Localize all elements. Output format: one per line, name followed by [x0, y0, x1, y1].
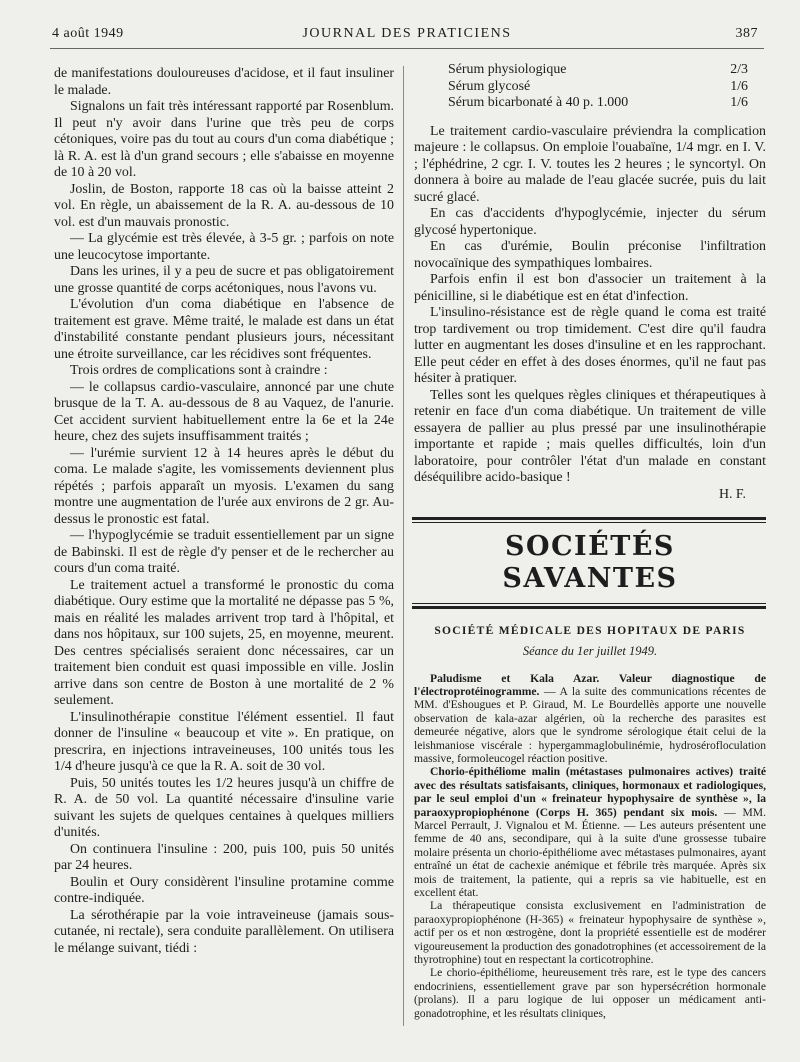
- page-number: 387: [735, 26, 758, 41]
- left-paragraph: — l'urémie survient 12 à 14 heures après le début du coma. Le malade s'agite, les vomissements deviennent plus répétés ; parfois apparaît un myosis. L'examen du sang montre une augmentation de l'urée aux environs de 2 gr. Au-dessus le pronostic est fatal.: [54, 445, 394, 527]
- left-paragraph: de manifestations douloureuses d'acidose, et il faut insuliner le malade.: [54, 66, 394, 98]
- right-paragraph: En cas d'accidents d'hypoglycémie, injecter du sérum glycosé hypertonique.: [414, 206, 766, 238]
- section-banner: SOCIÉTÉS SAVANTES: [502, 531, 678, 594]
- journal-title: JOURNAL DES PRATICIENS: [302, 26, 512, 41]
- right-paragraph: Telles sont les quelques règles cliniques et thérapeutiques à retenir en face d'un coma diabétique. Un traitement de ville essayera de pallier au plus pressé par une insulinothérapie importante et rapide ; mais quelles difficultés, loin d'un laboratoire, pour contrôler l'état d'un malade en constant déséquilibre acido-basique !: [414, 387, 766, 485]
- section-rule-bottom: [412, 606, 766, 609]
- right-paragraph: En cas d'urémie, Boulin préconise l'infiltration novocaïnique des sympathiques lombaires.: [414, 239, 766, 271]
- left-column: [54, 66, 394, 957]
- left-paragraphs: [54, 66, 394, 957]
- left-paragraph: — La glycémie est très élevée, à 3-5 gr. ; parfois on note une leucocytose importante.: [54, 231, 394, 263]
- society-article: [414, 765, 766, 899]
- society-articles: [414, 672, 766, 1021]
- author-signature: H. F.: [718, 486, 746, 502]
- serum-formula: [448, 62, 748, 112]
- article-body: — MM. Marcel Perrault, J. Vignalou et M. Étienne. — Les auteurs présentent une femme de 40 ans, secondipare, qui à la suite d'une grossesse tubaire molaire présenta un chorio-épithéliome avec métastases pulmonaires, ayant entraîné un état de cachexie anémique et fébrile très marquée. Après six mois de traitement, la patiente, qui a repris sa vie habituelle, est en excellent état.: [414, 805, 766, 899]
- left-paragraph: Le traitement actuel a transformé le pronostic du coma diabétique. Oury estime que la mortalité ne dépasse pas 5 %, mais en réalité les malades arrivent trop tard à l'hôpital, et dans nos hôpitaux, sur 100 sujets, 25, en moyenne, meurent. Des centres spécialisés seraient donc nécessaires, car un traitement bien conduit est quasi impossible en ville. Joslin arrive dans son centre de Boston à une mortalité de 2 % seulement.: [54, 577, 394, 708]
- serum-row: [448, 79, 748, 96]
- left-paragraph: La sérothérapie par la voie intraveineuse (jamais sous-cutanée, ni rectale), sera conduite parallèlement. On utilisera le mélange suivant, tiédi :: [54, 907, 394, 956]
- page-header: [50, 24, 764, 49]
- right-column: [414, 62, 766, 1020]
- society-article: [414, 672, 766, 766]
- left-paragraph: — l'hypoglycémie se traduit essentiellement par un signe de Babinski. Il est de règle d'y penser et de le rechercher au cours d'un coma traité.: [54, 528, 394, 576]
- section-rule-top: [412, 517, 766, 520]
- section-rule-bottom-thin: [412, 603, 766, 604]
- serum-name: Sérum bicarbonaté à 40 p. 1.000: [448, 95, 629, 110]
- article-body: La thérapeutique consista exclusivement en l'administration de paraoxypropiophénone (H-365) « freinateur hypophysaire de synthèse », actif per os et non œstrogène, dont la propriété essentielle est de modérer vigoureusement la production des gonadotrophines (et accessoirement de la thyrotrophine) tout en respectant la corticotrophine.: [414, 899, 766, 967]
- society-article: [414, 899, 766, 966]
- left-paragraph: Dans les urines, il y a peu de sucre et pas obligatoirement une grosse quantité de corps acétoniques, nous l'avons vu.: [54, 264, 394, 296]
- right-paragraph: Parfois enfin il est bon d'associer un traitement à la pénicilline, si le diabétique est en état d'infection.: [414, 272, 766, 304]
- society-article: [414, 966, 766, 1020]
- serum-name: Sérum physiologique: [448, 62, 567, 77]
- serum-quantity: 1/6: [730, 95, 748, 110]
- article-title: Chorio-épithéliome malin (métastases pulmonaires actives) traité avec des résultats satisfaisants, cliniques, hormonaux et radiologiques, par le seul emploi d'un « freinateur hypophysaire de synthèse », la paraoxypropiophénone (Corps H. 365) pendant six mois.: [414, 765, 766, 819]
- left-paragraph: Joslin, de Boston, rapporte 18 cas où la baisse atteint 2 vol. En règle, un abaissement de la R. A. au-dessous de 10 vol. est d'un mauvais pronostic.: [54, 181, 394, 230]
- issue-date: 4 août 1949: [52, 26, 124, 41]
- right-paragraphs: [414, 124, 766, 487]
- society-name: SOCIÉTÉ MÉDICALE DES HOPITAUX DE PARIS: [434, 625, 746, 637]
- article-body: Le chorio-épithéliome, heureusement très rare, est le type des cancers endocriniens, essentiellement grave par son hypersécrétion hormonale (prolans). Il a paru logique de lui opposer un médicament anti-gonadotrophine, et les résultats cliniques,: [414, 966, 766, 1020]
- serum-quantity: 1/6: [730, 78, 748, 94]
- left-paragraph: — le collapsus cardio-vasculaire, annoncé par une chute brusque de la T. A. au-dessous de 8 au Vaquez, de l'anurie. Cet accident survient habituellement entre la 6e et la 24e heure, chez des sujets insuffisamment traités ;: [54, 379, 394, 444]
- left-paragraph: L'insulinothérapie constitue l'élément essentiel. Il faut donner de l'insuline « beaucoup et vite ». En pratique, on prescrira, en injections intraveineuses, 100 unités tous les 1/4 d'heure jusqu'à ce que la R. A. soit de 30 vol.: [54, 709, 394, 774]
- article-title: Paludisme et Kala Azar. Valeur diagnostique de l'électroprotéinogramme.: [414, 671, 766, 698]
- serum-name: Sérum glycosé: [448, 78, 531, 94]
- session-date: Séance du 1er juillet 1949.: [522, 644, 658, 658]
- left-paragraph: Signalons un fait très intéressant rapporté par Rosenblum. Il peut n'y avoir dans l'urine que très peu de corps cétoniques, voire pas du tout au cours d'un coma diabétique ; là R. A. est là d'un grand secours ; elle s'abaisse en moyenne de 10 à 20 vol.: [54, 99, 394, 180]
- serum-quantity: 2/3: [730, 62, 748, 77]
- left-paragraph: Puis, 50 unités toutes les 1/2 heures jusqu'à un chiffre de R. A. de 50 vol. La quantité nécessaire d'insuline varie suivant les sujets de quelques centaines à quelques milliers d'unités.: [54, 775, 394, 840]
- article-body: — A la suite des communications récentes de MM. d'Eshougues et P. Giraud, M. Le Bourdellès apporte une nouvelle observation de kala-azar algérien, où la recherche des parasites est demeurée négative, alors que le syndrome sérologique était celui de la leishmaniose viscérale : hypergammaglobulinémie, hydrosérofloculation massive, formoleucogel réaction positive.: [414, 684, 766, 765]
- left-paragraph: L'évolution d'un coma diabétique en l'absence de traitement est grave. Même traité, le malade est dans un état d'instabilité constante pendant plusieurs jours, nécessitant une étroite surveillance, car les récidives sont fréquentes.: [54, 297, 394, 362]
- right-paragraph: L'insulino-résistance est de règle quand le coma est traité trop tardivement ou trop timidement. C'est dire qu'il faudra lutter en augmentant les doses d'insuline et en les rapprochant. Elle peut céder en effet à des doses énormes, qu'il ne faut pas hésiter à pratiquer.: [414, 305, 766, 386]
- left-paragraph: On continuera l'insuline : 200, puis 100, puis 50 unités par 24 heures.: [54, 841, 394, 873]
- serum-row: [448, 62, 748, 79]
- left-paragraph: Boulin et Oury considèrent l'insuline protamine comme contre-indiquée.: [54, 874, 394, 906]
- right-paragraph: Le traitement cardio-vasculaire préviendra la complication majeure : le collapsus. On emploie l'ouabaïne, 1/4 mgr. en I. V. ; l'éphédrine, 2 cgr. I. V. toutes les 2 heures ; le syncortyl. On donnera à boire au malade de l'eau glacée sucrée, puis du lait sucré glacé.: [414, 123, 766, 205]
- column-divider: [403, 66, 404, 1026]
- left-paragraph: Trois ordres de complications sont à craindre :: [70, 363, 328, 378]
- serum-row: [448, 95, 748, 112]
